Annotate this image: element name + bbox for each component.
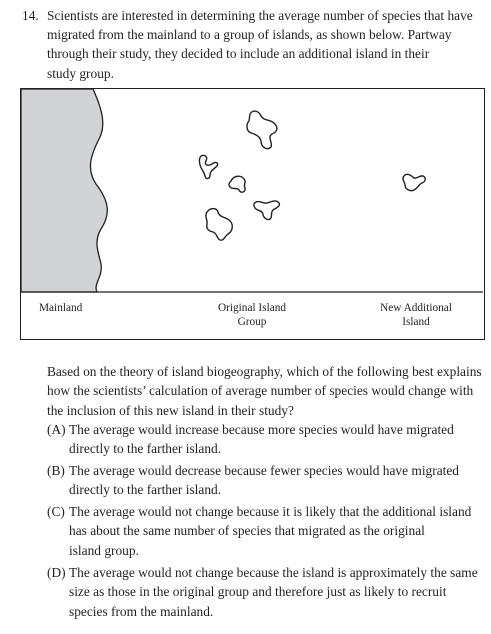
island-new-additional [403, 174, 425, 190]
choice-b[interactable] [47, 461, 487, 500]
island-large [247, 111, 277, 149]
mainland-shape [21, 89, 107, 292]
island-v-left [199, 155, 217, 178]
choice-line: The average would not change because it is likely that the additional island [69, 504, 472, 519]
choice-c[interactable] [47, 502, 487, 560]
choice-line: has about the same number of species that migrated as the original [69, 523, 425, 539]
stem-line: through their study, they decided to include an additional island in their [47, 46, 430, 62]
question-prompt [47, 362, 487, 420]
question-stem [47, 6, 487, 83]
choice-line: directly to the farther island. [69, 482, 222, 498]
original-label-line1: Original Island [217, 302, 287, 314]
island-small-middle [229, 176, 245, 192]
choice-d[interactable] [47, 563, 487, 621]
choice-letter: (C) [47, 504, 65, 519]
island-bottom-left [206, 209, 232, 241]
new-label-line1: New Additional [380, 302, 452, 314]
choice-line: directly to the farther island. [69, 441, 222, 457]
original-island-group-label [197, 301, 307, 329]
stem-line: Scientists are interested in determining the average number of species that have [47, 8, 473, 23]
stem-line: study group. [47, 65, 114, 81]
choice-line: species from the mainland. [69, 603, 214, 619]
choice-letter: (B) [47, 463, 65, 478]
new-label-line2: Island [402, 316, 430, 328]
choice-line: island group. [69, 542, 139, 558]
choice-line: size as those in the original group and therefore just as likely to recruit [69, 584, 447, 600]
original-label-line2: Group [237, 316, 267, 328]
prompt-line: the inclusion of this new island in their study? [47, 402, 294, 418]
mainland-label: Mainland [39, 302, 83, 314]
choice-letter: (D) [47, 565, 66, 580]
stem-line: migrated from the mainland to a group of islands, as shown below. Partway [47, 27, 452, 43]
choice-a[interactable] [47, 420, 487, 459]
new-additional-island-label [363, 301, 469, 329]
choice-line: The average would not change because the island is approximately the same [69, 565, 478, 580]
choice-letter: (A) [47, 422, 66, 437]
choice-line: The average would decrease because fewer species would have migrated [69, 463, 459, 478]
question-number: 14. [22, 8, 39, 23]
island-v-right [254, 201, 280, 220]
prompt-line: how the scientists’ calculation of average number of species would change with [47, 383, 474, 399]
prompt-line: Based on the theory of island biogeography, which of the following best explains [47, 364, 482, 379]
island-figure [20, 88, 485, 340]
choice-line: The average would increase because more species would have migrated [69, 422, 454, 437]
